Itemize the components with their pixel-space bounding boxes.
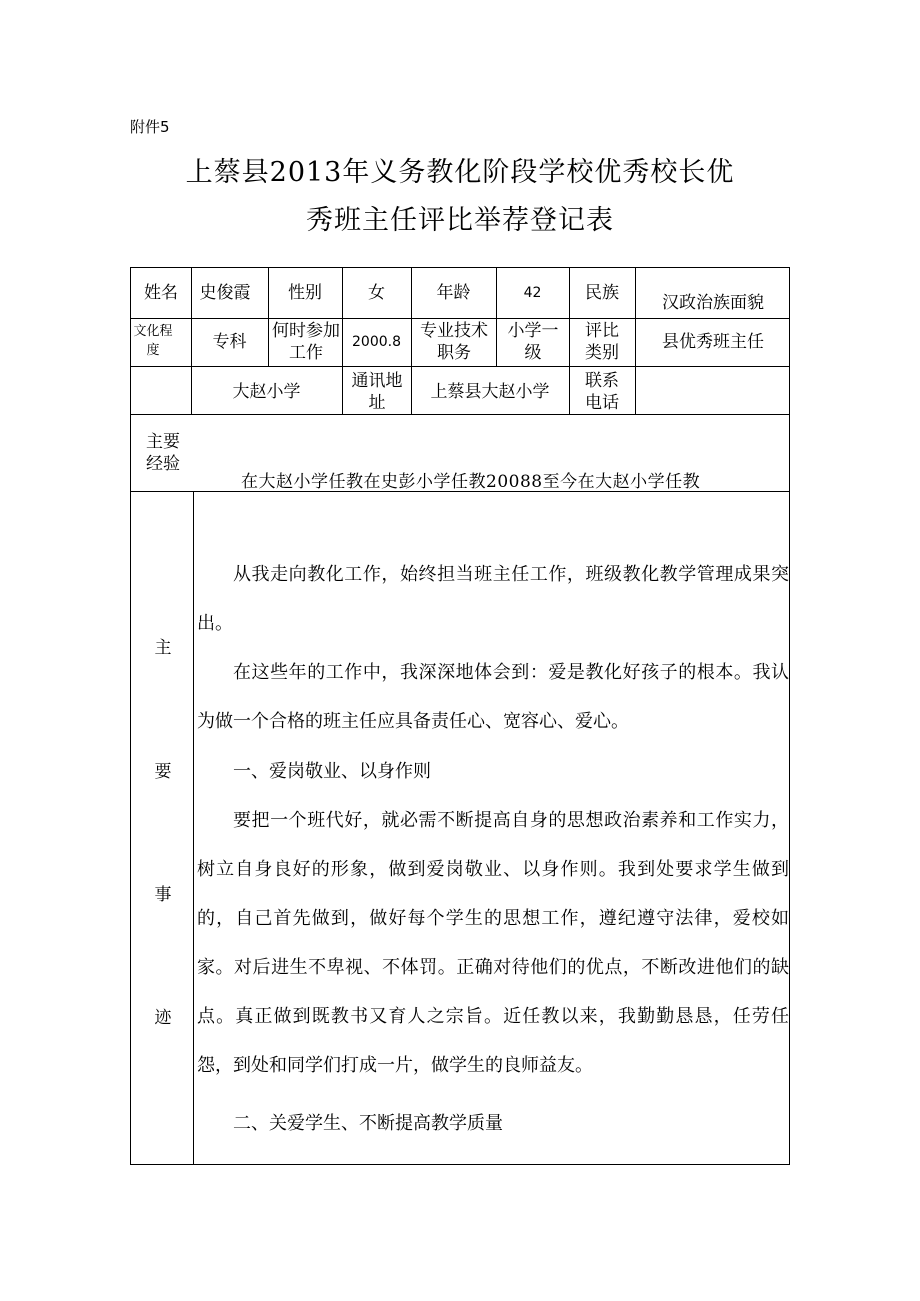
row-divider [131, 366, 789, 367]
deeds-paragraph: 要把一个班代好，就必需不断提高自身的思想政治素养和工作实力，树立自身良好的形象，做到爱岗敬业、以身作则。我到处要求学生做到的，自己首先做到，做好每个学生的思想工作，遵纪遵守法律，爱校如家。对后进生不卑视、不体罚。正确对待他们的优点，不断改进他们的缺点。真正做到既教书又育人之宗旨。近任教以来，我勤勤恳恳，任劳任怨，到处和同学们打成一片，做学生的良师益友。 [197, 810, 789, 1076]
ethnicity-label: 民族 [585, 283, 619, 303]
form-title-line2: 秀班主任评比举荐登记表 [306, 205, 614, 236]
name-value: 史俊霞 [199, 283, 251, 303]
professional-title-label: 专业技术职务 [420, 321, 488, 363]
deeds-label-char: 主 [154, 638, 172, 658]
education-value: 专科 [212, 332, 247, 352]
deeds-label-char: 迹 [154, 1008, 172, 1028]
deeds-paragraph: 在这些年的工作中，我深深地体会到：爱是教化好孩子的根本。我认为做一个合格的班主任应具备责任心、宽容心、爱心。 [197, 662, 789, 732]
form-title-line1: 上蔡县2013年义务教化阶段学校优秀校长优 [185, 157, 735, 188]
deeds-paragraph: 从我走向教化工作，始终担当班主任工作，班级教化教学管理成果突出。 [197, 564, 789, 634]
category-label: 评比类别 [585, 321, 619, 363]
row-divider [131, 414, 789, 415]
deeds-section-heading: 二、关爱学生、不断提高教学质量 [233, 1113, 503, 1134]
age-value: 42 [523, 285, 542, 301]
phone-label: 联系电话 [585, 371, 619, 413]
age-label: 年龄 [436, 283, 471, 303]
school-value: 大赵小学 [232, 382, 301, 402]
deeds-label-char: 事 [154, 885, 172, 905]
address-value: 上蔡县大赵小学 [430, 382, 550, 402]
education-label: 文化程度 [133, 324, 173, 358]
experience-label: 主要经验 [146, 432, 180, 474]
deeds-label-char: 要 [154, 762, 172, 782]
gender-label: 性别 [288, 283, 322, 303]
attachment-label: 附件5 [130, 118, 170, 136]
name-label: 姓名 [144, 283, 178, 303]
category-value: 县优秀班主任 [662, 332, 764, 352]
registration-form-table [130, 267, 790, 1165]
experience-text: 在大赵小学任教在史彭小学任教20088至今在大赵小学任教 [241, 472, 701, 492]
ethnicity-politics-text: 汉政治族面貌 [662, 293, 764, 313]
deeds-section-heading: 一、爱岗敬业、以身作则 [233, 761, 431, 782]
deeds-body [197, 550, 789, 1148]
row-divider [131, 318, 789, 319]
address-label: 通讯地址 [351, 371, 403, 413]
gender-value: 女 [368, 283, 385, 303]
work-start-value: 2000.8 [352, 334, 401, 350]
col-divider [193, 491, 194, 1165]
work-start-label: 何时参加工作 [272, 321, 340, 363]
professional-title-value: 小学一级 [507, 321, 559, 363]
